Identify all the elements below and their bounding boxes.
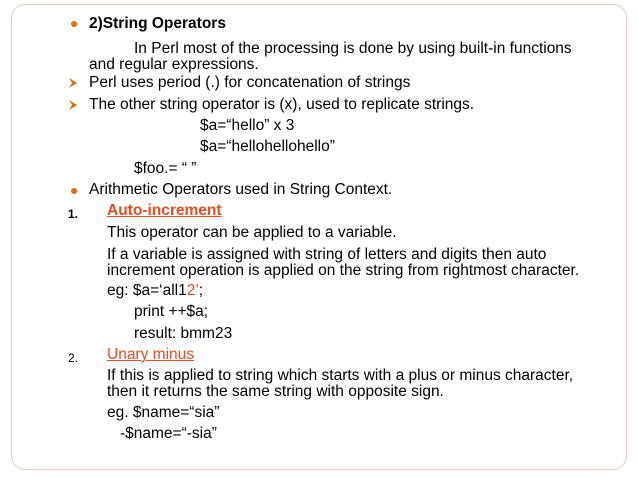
filled-circle-bullet-icon — [71, 188, 77, 194]
example-repeat-result: $a=“hellohellohello” — [200, 138, 335, 155]
section-intro-line1: In Perl most of the processing is done by using built-in functions — [134, 40, 572, 57]
filled-circle-bullet-icon — [71, 21, 77, 27]
auto-increment-example-prefix: eg: $a=‘all1 — [107, 282, 187, 299]
unary-minus-example: eg. $name=“sia” — [107, 404, 220, 421]
auto-increment-example-highlight: 2’ — [186, 282, 199, 299]
arrow-bullet-icon — [68, 99, 78, 111]
example-concat-assign: $foo.= “ ” — [134, 160, 197, 177]
auto-increment-code-result: result: bmm23 — [134, 325, 233, 342]
arrow-bullet-icon — [68, 77, 78, 89]
item-number-2: 2. — [68, 351, 79, 365]
unary-minus-result: -$name=“-sia” — [120, 425, 217, 442]
arrow-point-replicate: The other string operator is (x), used to replicate strings. — [89, 96, 475, 113]
arrow-point-concatenation: Perl uses period (.) for concatenation of strings — [89, 74, 411, 91]
unary-minus-desc-2: then it returns the same string with opposite sign. — [107, 383, 444, 400]
auto-increment-code-print: print ++$a; — [134, 303, 209, 320]
arithmetic-heading: Arithmetic Operators used in String Context. — [89, 181, 393, 198]
example-repeat-expression: $a=“hello” x 3 — [200, 117, 295, 134]
auto-increment-desc-3: increment operation is applied on the string from rightmost character. — [107, 262, 580, 279]
item-title-unary-minus[interactable]: Unary minus — [107, 346, 194, 363]
section-intro-line2: and regular expressions. — [89, 56, 259, 73]
auto-increment-example — [107, 282, 203, 299]
auto-increment-desc-2: If a variable is assigned with string of letters and digits then auto — [107, 246, 547, 263]
auto-increment-example-suffix: ; — [198, 282, 204, 299]
auto-increment-desc-1: This operator can be applied to a variable. — [107, 224, 397, 241]
item-title-auto-increment[interactable]: Auto-increment — [107, 202, 222, 219]
unary-minus-desc-1: If this is applied to string which starts with a plus or minus character, — [107, 367, 574, 384]
item-number-1: 1. — [68, 207, 79, 221]
section-title: 2)String Operators — [89, 15, 226, 32]
